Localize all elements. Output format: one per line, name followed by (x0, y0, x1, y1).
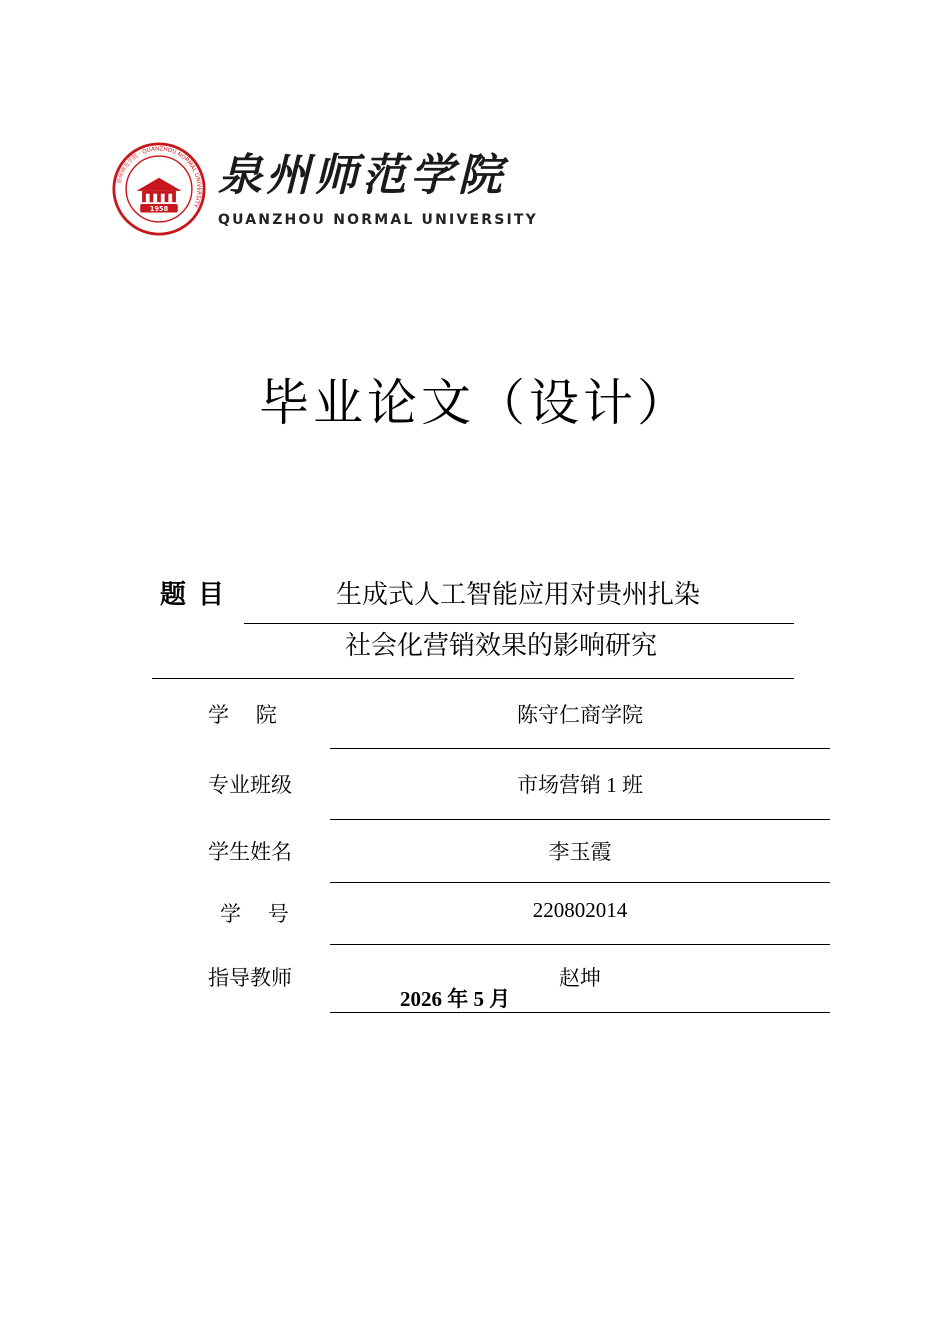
student-name-underline (330, 882, 830, 883)
college-label: 学 院 (208, 703, 277, 727)
svg-text:1958: 1958 (149, 205, 169, 214)
major-value: 市场营销 1 班 (517, 773, 643, 797)
major-underline (330, 819, 830, 820)
advisor-underline (330, 1012, 830, 1013)
topic-line-1: 生成式人工智能应用对贵州扎染 (336, 580, 701, 610)
university-name-en: QUANZHOU NORMAL UNIVERSITY (218, 212, 539, 228)
page-title: 毕业论文（设计） (259, 374, 691, 432)
submission-date: 2026 年 5 月 (400, 987, 511, 1011)
topic-underline-1 (244, 623, 794, 624)
advisor-label: 指导教师 (208, 966, 292, 990)
svg-text:泉州师范学院 · QUANZHOU NORMAL UNIVE: 泉州师范学院 · QUANZHOU NORMAL UNIVERSITY (116, 146, 202, 209)
university-seal-logo (112, 142, 206, 236)
major-label: 专业班级 (208, 773, 292, 797)
student-id-underline (330, 944, 830, 945)
topic-label: 题目 (160, 580, 237, 610)
topic-line-2: 社会化营销效果的影响研究 (345, 631, 658, 661)
topic-underline-2 (152, 678, 794, 679)
university-name-cn: 泉州师范学院 (218, 150, 506, 201)
student-id-value: 220802014 (532, 898, 628, 922)
college-value: 陈守仁商学院 (517, 703, 643, 727)
advisor-value: 赵坤 (559, 966, 601, 990)
student-name-value: 李玉霞 (548, 840, 612, 864)
college-underline (330, 748, 830, 749)
student-id-label: 学 号 (220, 902, 289, 926)
student-name-label: 学生姓名 (208, 840, 292, 864)
